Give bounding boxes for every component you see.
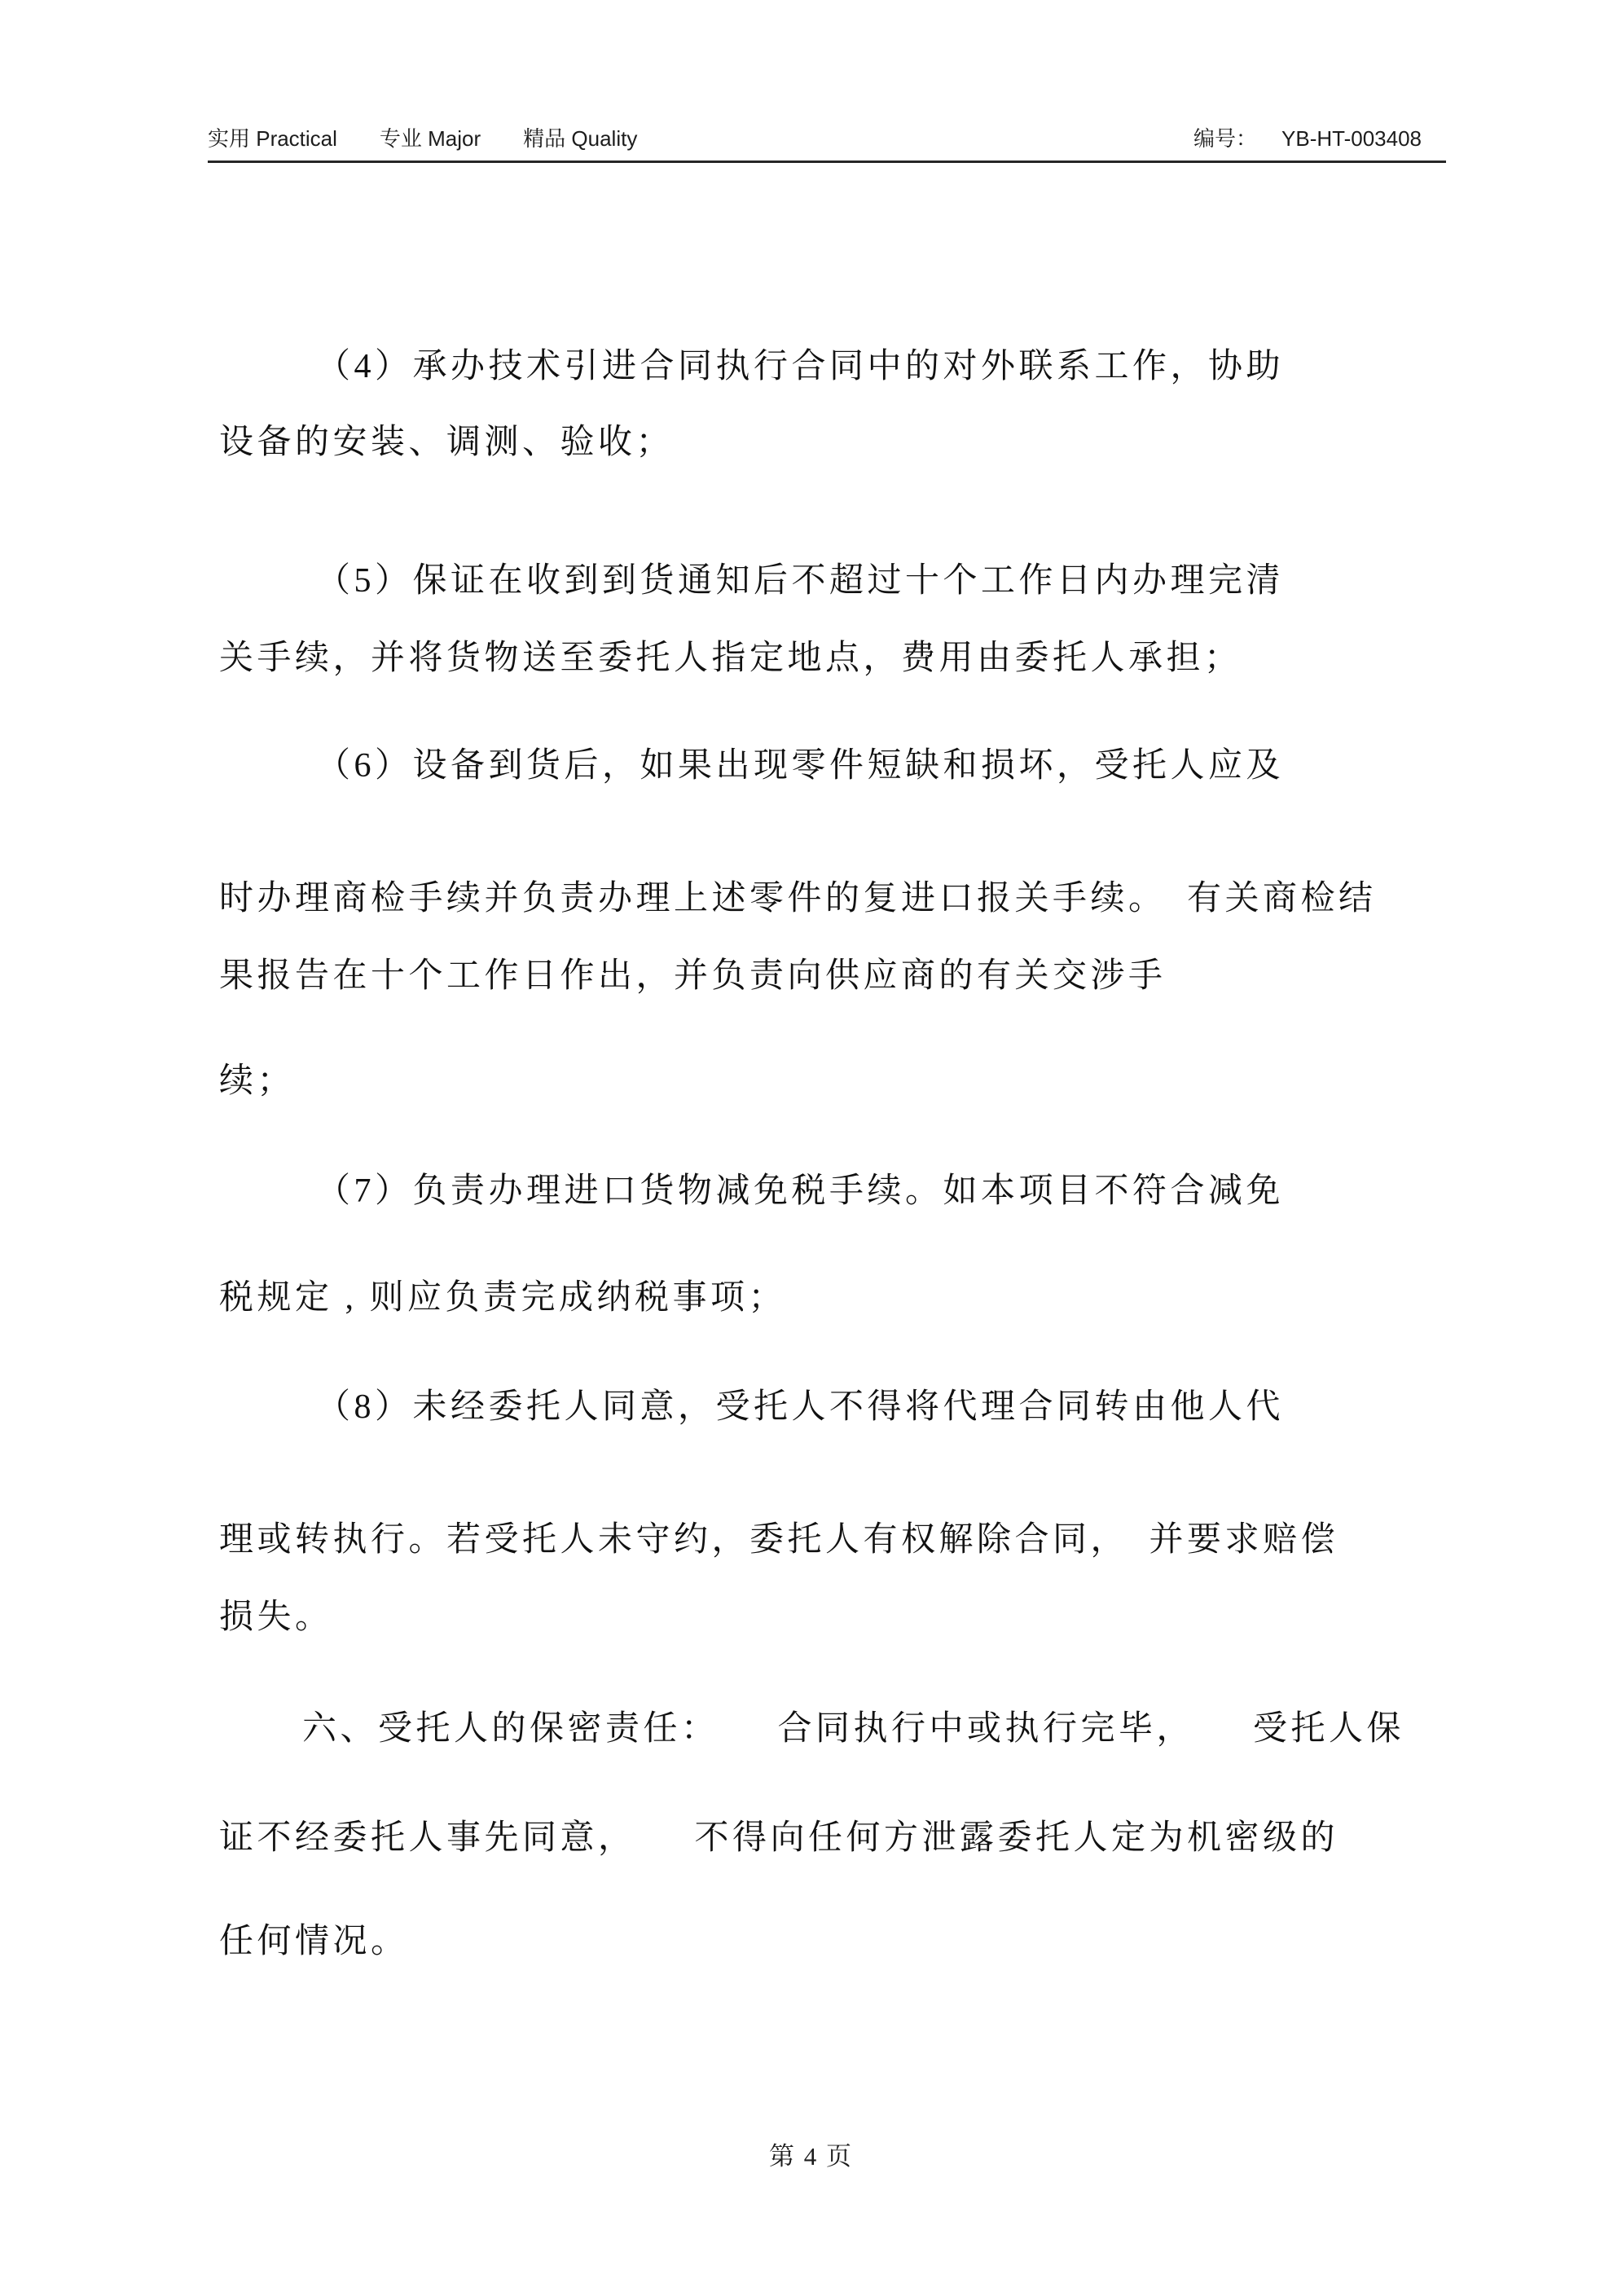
body-line: 续；: [219, 1062, 296, 1100]
body-line: 果报告在十个工作日作出，并负责向供应商的有关交涉手: [219, 957, 1167, 995]
body-line: 关手续，并将货物送至委托人指定地点，费用由委托人承担；: [219, 640, 1242, 677]
doc-number-value: YB-HT-003408: [1281, 126, 1422, 151]
page-header: [208, 106, 1446, 161]
body-line: 六、受托人的保密责任： 合同执行中或执行完毕， 受托人保: [302, 1710, 1405, 1748]
body-line: 理或转执行。若受托人未守约，委托人有权解除合同， 并要求赔偿: [219, 1521, 1339, 1559]
header-divider: [208, 161, 1446, 163]
doc-number-label: 编号：: [1193, 126, 1258, 151]
body-line: （6）设备到货后，如果出现零件短缺和损坏，受托人应及: [316, 747, 1285, 785]
body-line: （7）负责办理进口货物减免税手续。如本项目不符合减免: [316, 1172, 1285, 1210]
body-line: 任何情况。: [219, 1923, 409, 1960]
brand-item-quality: 精品 Quality: [523, 126, 638, 151]
page-number: 第 4 页: [769, 2142, 853, 2171]
body-line: 证不经委托人事先同意， 不得向任何方泄露委托人定为机密级的: [219, 1819, 1339, 1857]
body-line: 税规定 , 则应负责完成纳税事项；: [219, 1279, 787, 1317]
body-line: 设备的安装、调测、验收；: [219, 424, 675, 461]
body-line: 损失。: [219, 1599, 333, 1636]
body-line: （5）保证在收到到货通知后不超过十个工作日内办理完清: [316, 562, 1285, 600]
brand-item-practical: 实用 Practical: [208, 126, 337, 151]
body-line: （4）承办技术引进合同执行合同中的对外联系工作，协助: [316, 348, 1285, 385]
body-line: 时办理商检手续并负责办理上述零件的复进口报关手续。 有关商检结: [219, 880, 1377, 917]
brand-item-major: 专业 Major: [379, 126, 481, 151]
body-line: （8）未经委托人同意，受托人不得将代理合同转由他人代: [316, 1388, 1285, 1426]
header-brand: [208, 126, 637, 151]
doc-number: [1193, 126, 1422, 151]
